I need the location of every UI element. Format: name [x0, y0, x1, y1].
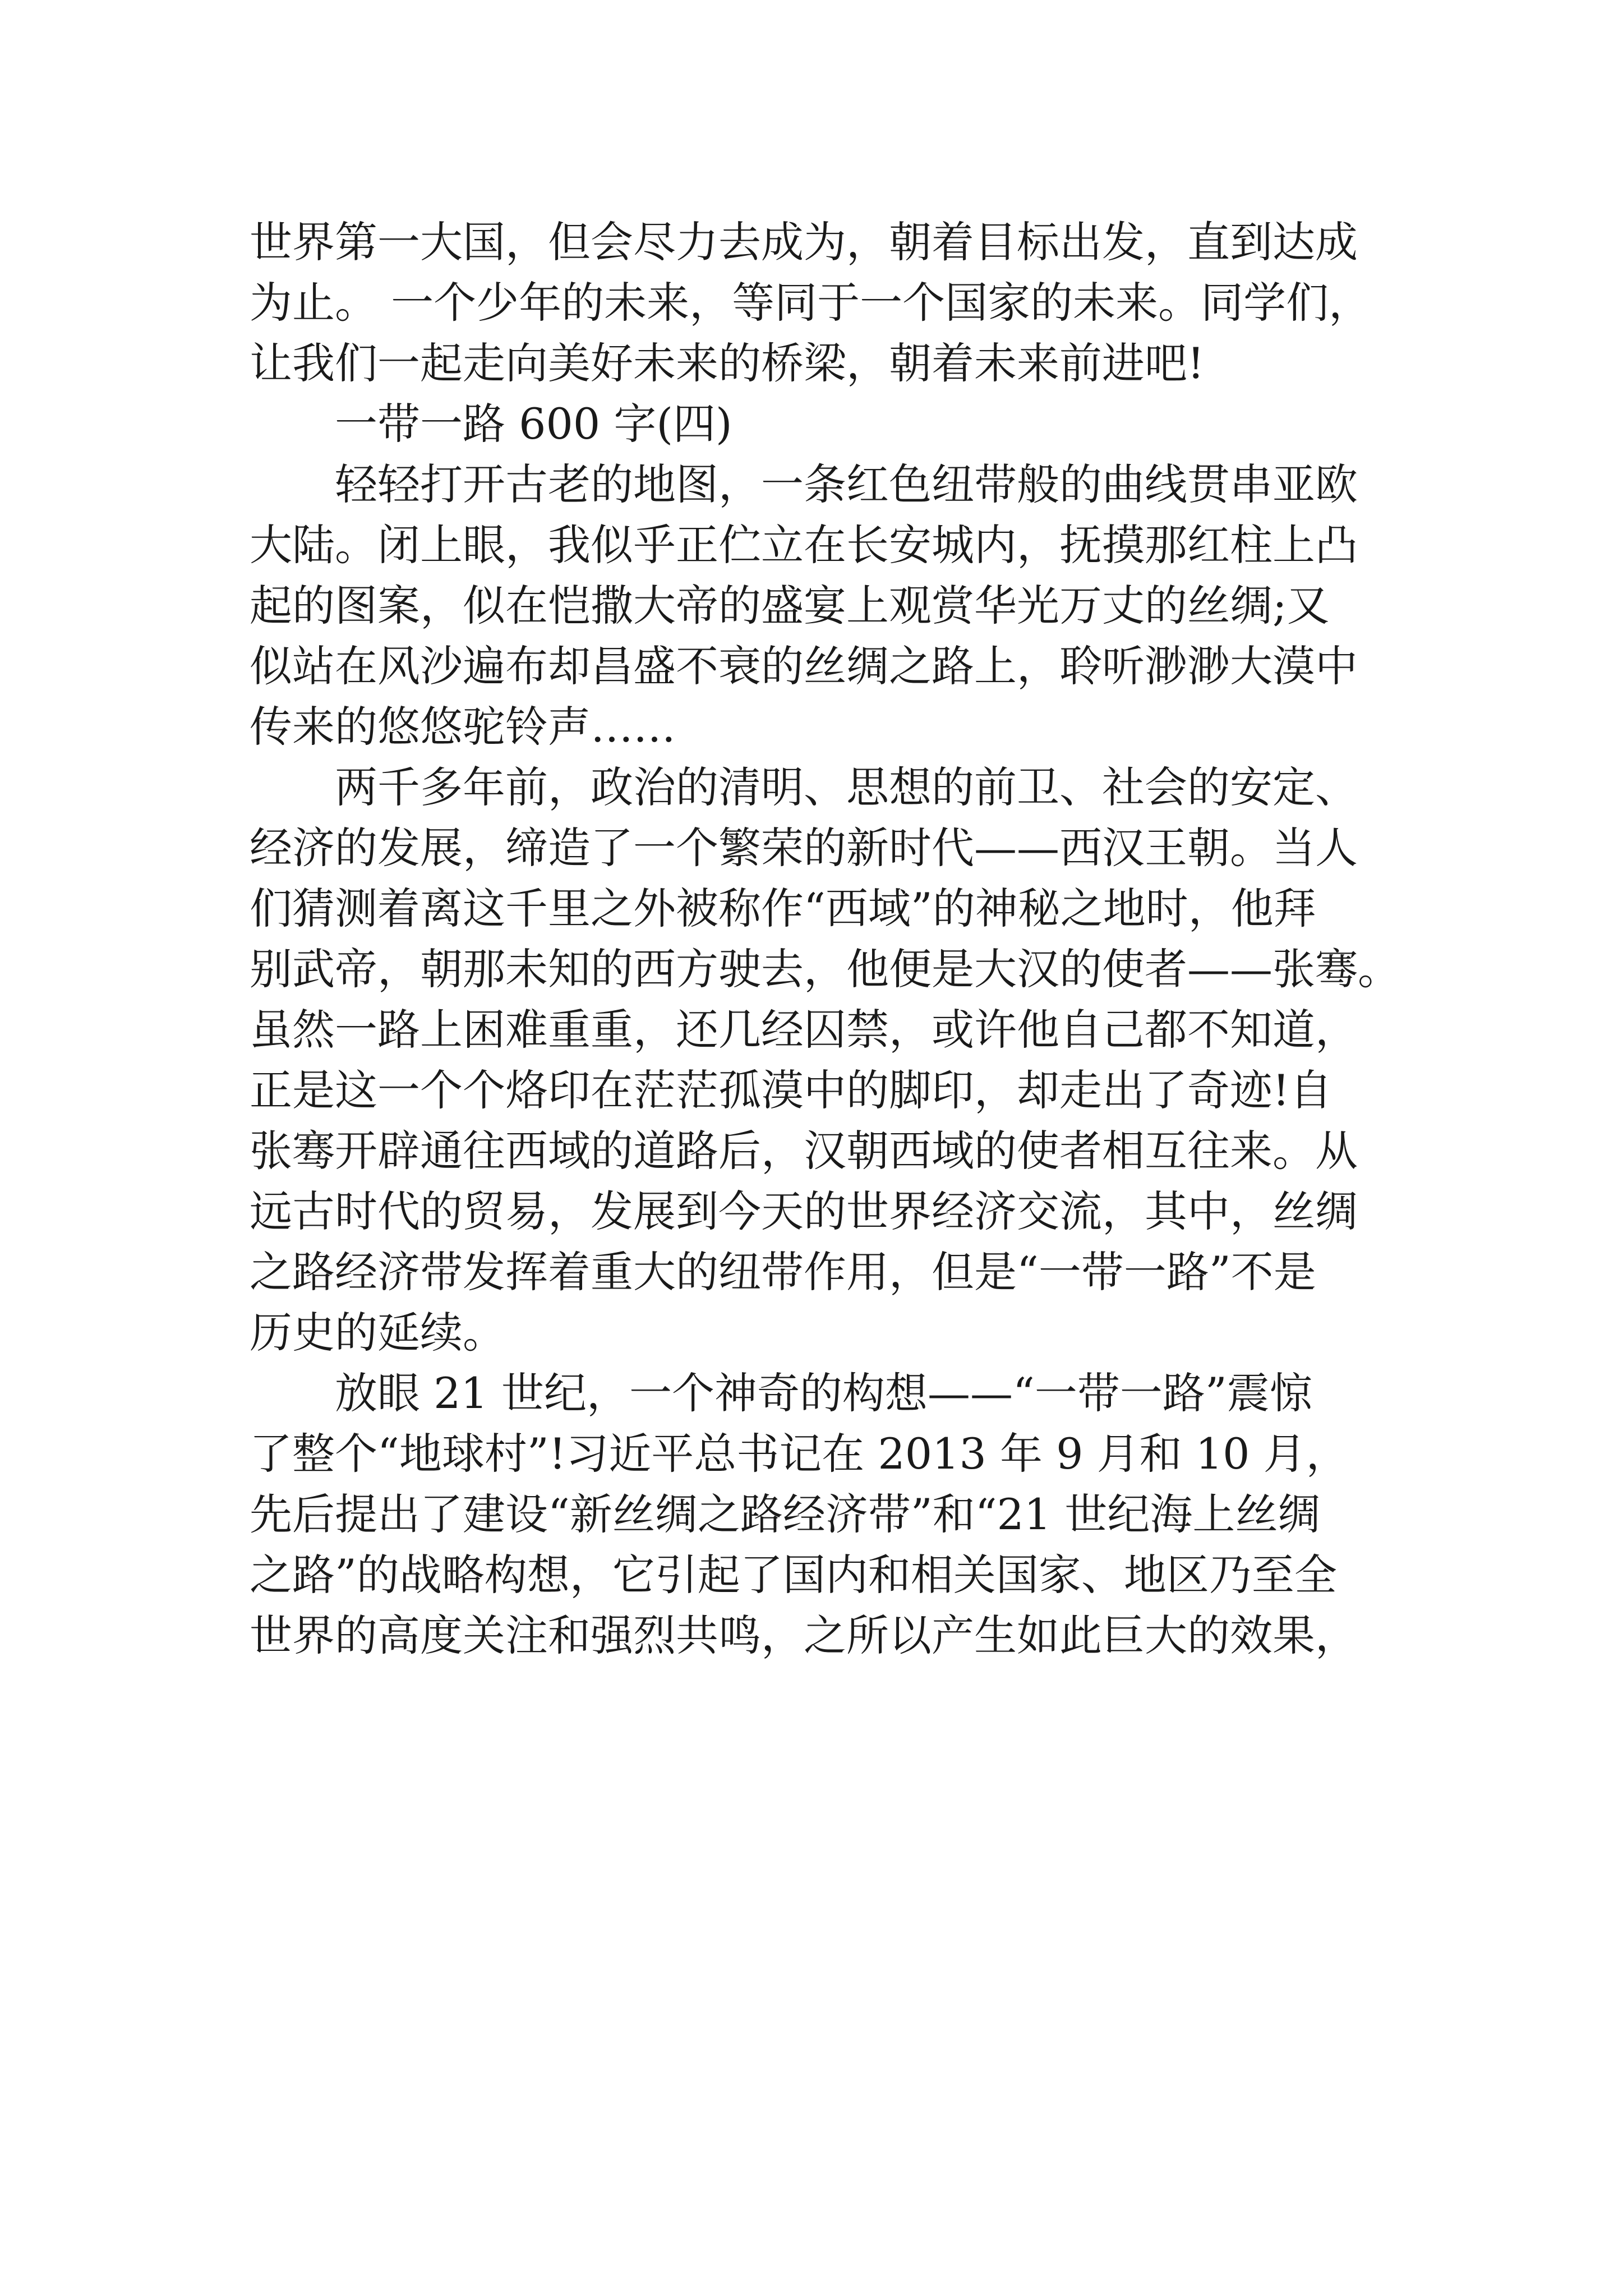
section-heading: 一带一路 600 字(四) [335, 399, 732, 449]
text-line: 别武帝，朝那未知的西方驶去，他便是大汉的使者——张骞。 [250, 944, 1400, 994]
paragraph-start-line: 轻轻打开古老的地图，一条红色纽带般的曲线贯串亚欧 [335, 459, 1358, 509]
text-line: 大陆。闭上眼，我似乎正伫立在长安城内，抚摸那红柱上凸 [250, 520, 1358, 570]
text-line: 先后提出了建设“新丝绸之路经济带”和“21 世纪海上丝绸 [250, 1489, 1321, 1539]
text-line: 历史的延续。 [250, 1308, 505, 1358]
text-line: 虽然一路上困难重重，还几经囚禁，或许他自己都不知道， [250, 1005, 1358, 1055]
paragraph-start-line: 放眼 21 世纪，一个神奇的构想——“一带一路”震惊 [335, 1368, 1312, 1418]
document-body [250, 212, 1400, 1666]
text-line: 经济的发展，缔造了一个繁荣的新时代——西汉王朝。当人 [250, 823, 1358, 873]
text-line: 之路经济带发挥着重大的纽带作用，但是“一带一路”不是 [250, 1247, 1316, 1297]
text-line: 了整个“地球村”!习近平总书记在 2013 年 9 月和 10 月， [250, 1429, 1349, 1479]
text-line: 之路”的战略构想，它引起了国内和相关国家、地区乃至全 [250, 1550, 1337, 1600]
text-line: 起的图案，似在恺撒大帝的盛宴上观赏华光万丈的丝绸;又 [250, 581, 1330, 631]
text-line: 让我们一起走向美好未来的桥梁，朝着未来前进吧! [250, 338, 1205, 388]
text-line: 世界的高度关注和强烈共鸣，之所以产生如此巨大的效果， [250, 1611, 1358, 1660]
text-line: 张骞开辟通往西域的道路后，汉朝西域的使者相互往来。从 [250, 1126, 1358, 1176]
text-line: 正是这一个个烙印在茫茫孤漠中的脚印，却走出了奇迹!自 [250, 1065, 1332, 1115]
text-line: 为止。 一个少年的未来，等同于一个国家的未来。同学们， [250, 278, 1372, 328]
text-line: 们猜测着离这千里之外被称作“西域”的神秘之地时，他拜 [250, 884, 1316, 933]
paragraph-start-line: 两千多年前，政治的清明、思想的前卫、社会的安定、 [335, 762, 1358, 812]
text-line: 世界第一大国，但会尽力去成为，朝着目标出发，直到达成 [250, 217, 1358, 267]
text-line: 传来的悠悠驼铃声…… [250, 702, 676, 752]
text-line: 似站在风沙遍布却昌盛不衰的丝绸之路上，聆听渺渺大漠中 [250, 641, 1358, 691]
text-line: 远古时代的贸易，发展到今天的世界经济交流，其中，丝绸 [250, 1186, 1358, 1236]
